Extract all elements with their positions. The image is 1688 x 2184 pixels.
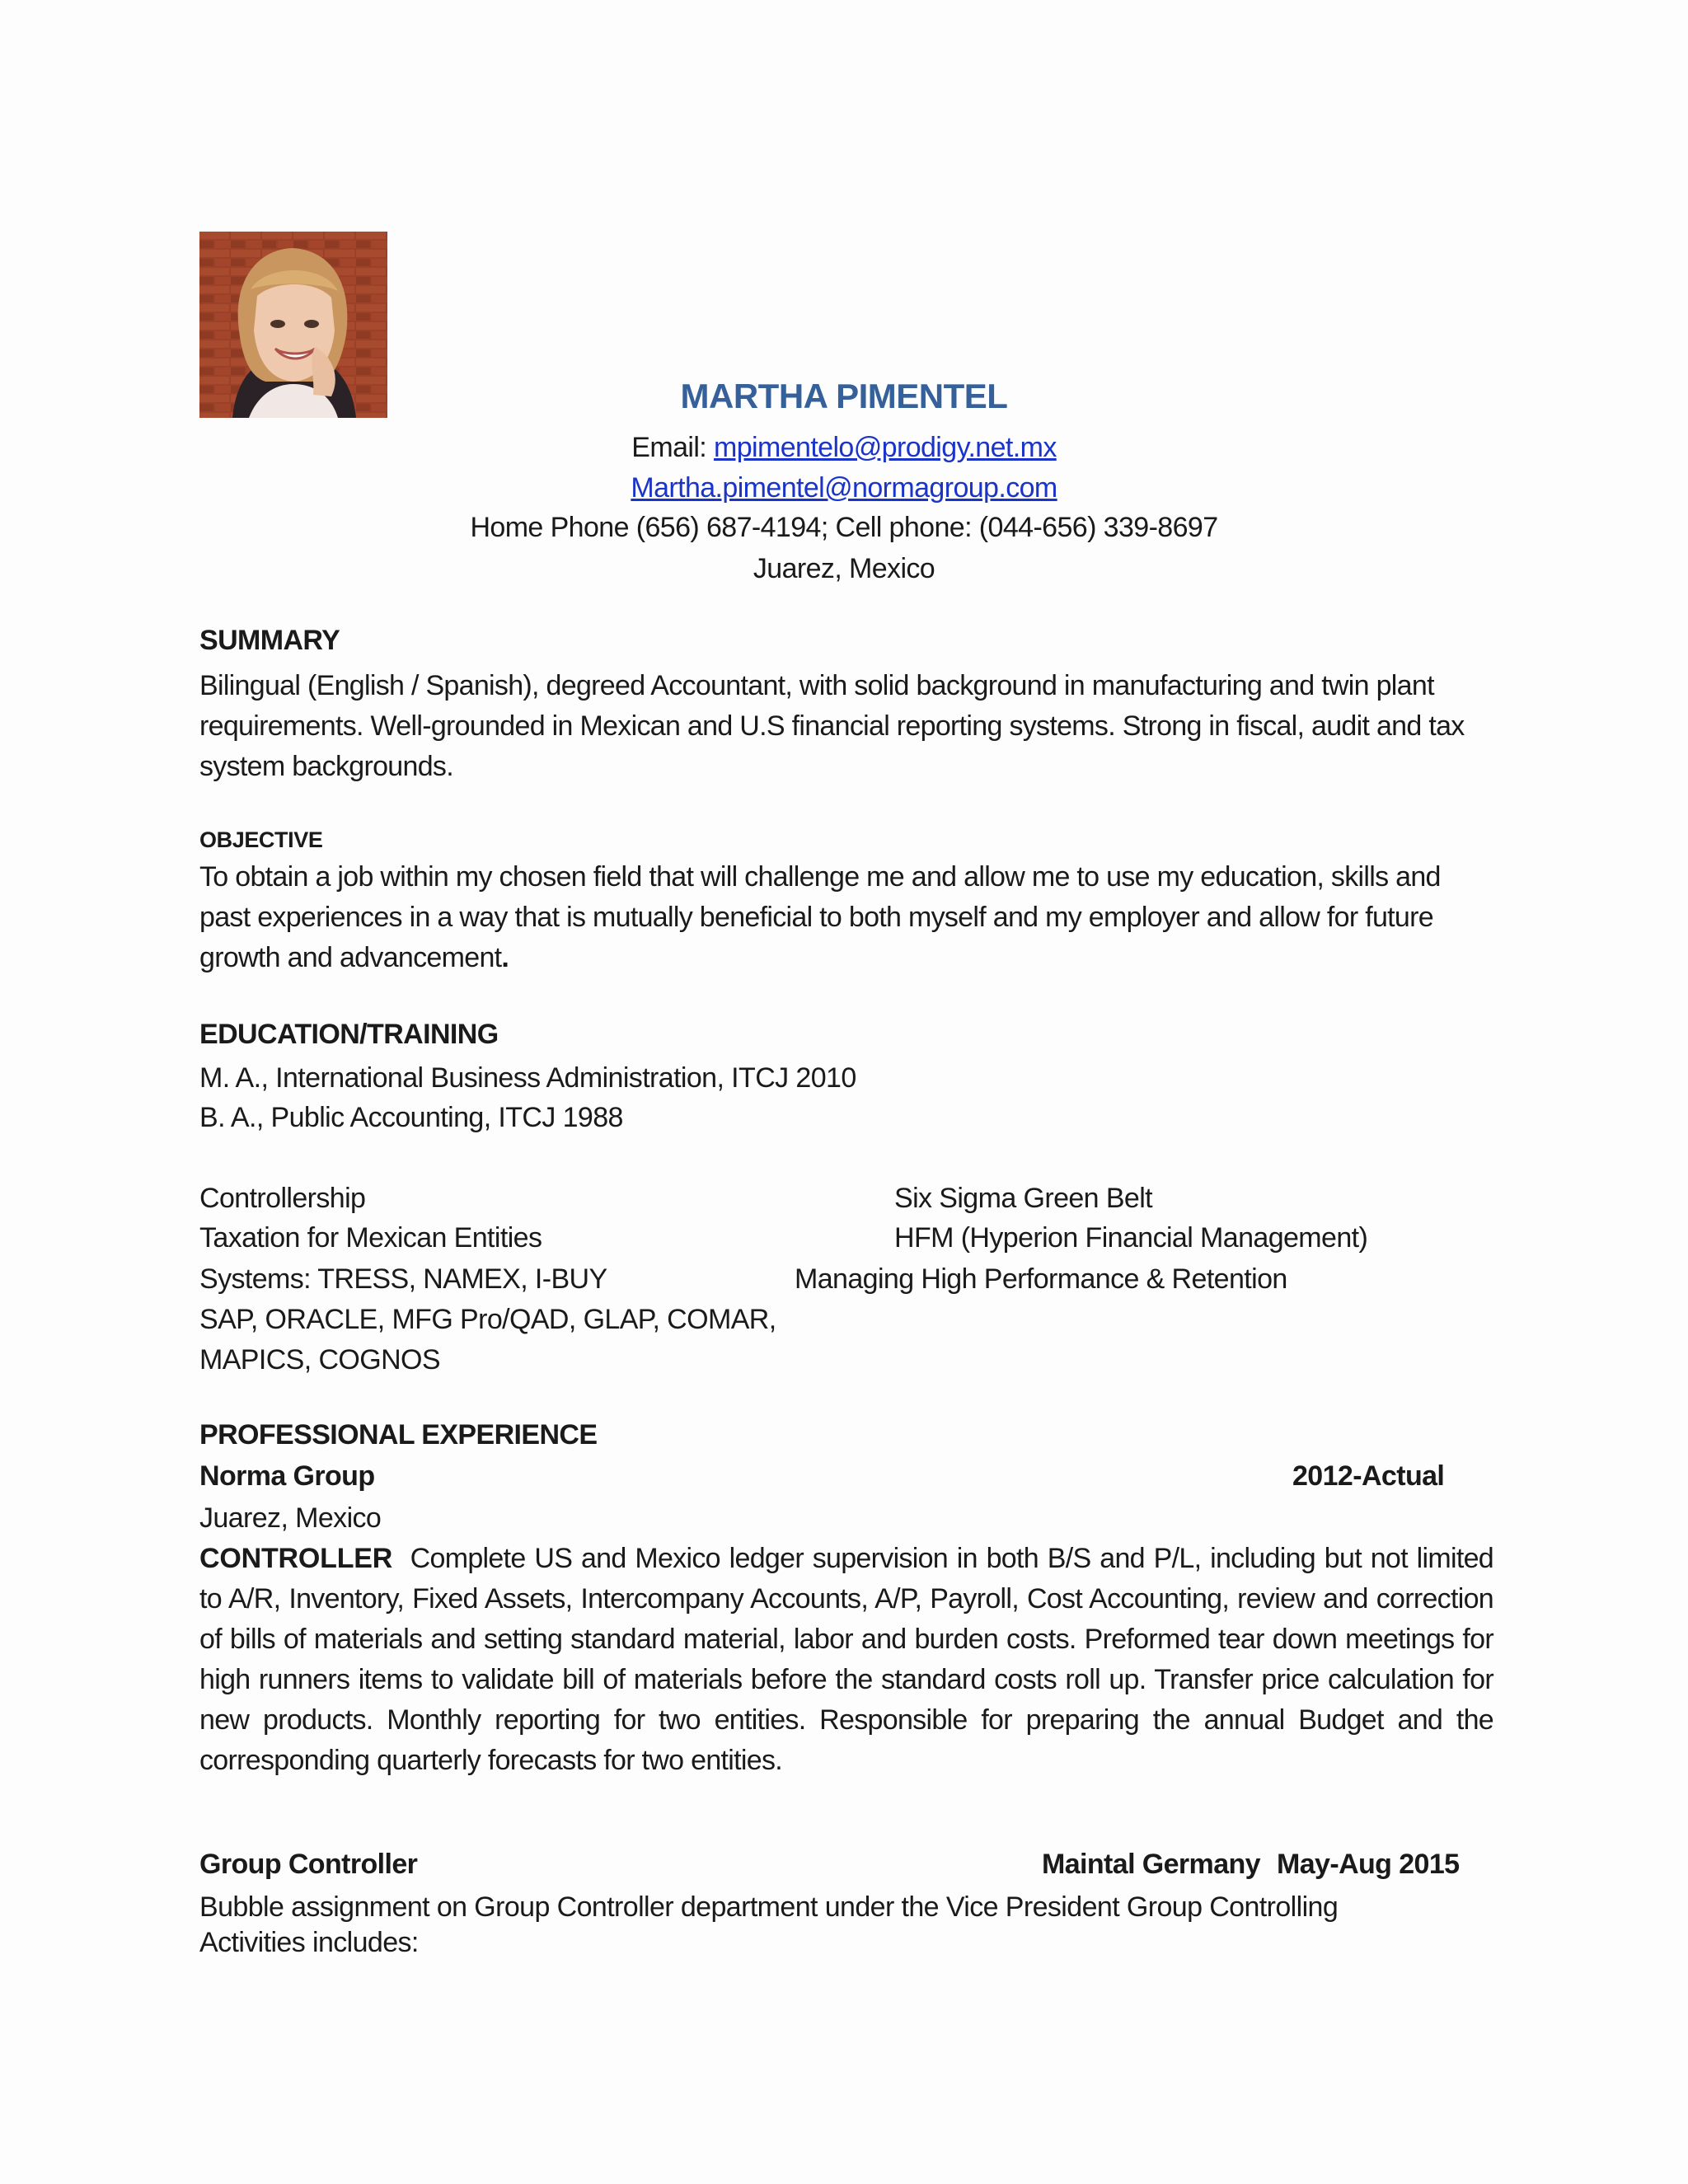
job-location: Juarez, Mexico [199,1502,382,1534]
training-item: SAP, ORACLE, MFG Pro/QAD, GLAP, COMAR, [199,1304,776,1335]
job-company: Norma Group [199,1460,375,1492]
training-item: Six Sigma Green Belt [894,1183,1153,1214]
training-item: HFM (Hyperion Financial Management) [894,1222,1368,1254]
summary-heading: SUMMARY [199,625,340,656]
location-line: Juarez, Mexico [753,553,935,584]
email-link-primary[interactable]: mpimentelo@prodigy.net.mx [714,432,1057,463]
email-line [0,428,1688,468]
training-item: MAPICS, COGNOS [199,1344,440,1376]
objective-end-mark: . [501,942,509,973]
objective-heading: OBJECTIVE [199,827,323,852]
job-period: 2012-Actual [1292,1460,1445,1492]
email-line-secondary [0,468,1688,509]
email-link-secondary[interactable]: Martha.pimentel@normagroup.com [631,472,1057,504]
education-heading: EDUCATION/TRAINING [199,1019,499,1050]
training-item: Controllership [199,1183,366,1214]
training-item: Managing High Performance & Retention [795,1263,1287,1295]
job-period: May-Aug 2015 [1277,1849,1460,1880]
summary-text: Bilingual (English / Spanish), degreed Accountant, with solid background in manufacturing and twin plant requirements. Well-grounded in Mexican and U.S financial reporting systems. Strong in fiscal, audit and tax system backgrounds. [199,670,1465,782]
job-title: CONTROLLER [199,1543,393,1574]
degree-item: M. A., International Business Administration, ITCJ 2010 [199,1062,856,1094]
objective-text [199,857,1493,978]
degree-item: B. A., Public Accounting, ITCJ 1988 [199,1102,623,1133]
experience-heading: PROFESSIONAL EXPERIENCE [199,1419,598,1451]
email-label: Email: [631,432,707,463]
objective-body: To obtain a job within my chosen field that will challenge me and allow me to use my education, skills and past experiences in a way that is mutually beneficial to both myself and my employer and allow for future growth and advancement [199,861,1441,973]
job-title: Group Controller [199,1849,418,1880]
job-description [199,1539,1493,1781]
job-description-line: Bubble assignment on Group Controller department under the Vice President Group Controlling [199,1891,1339,1923]
job-description-line: Activities includes: [199,1927,419,1958]
job-location: Maintal Germany [1042,1849,1260,1880]
training-item: Systems: TRESS, NAMEX, I-BUY [199,1263,607,1295]
job-description-text: Complete US and Mexico ledger supervision in both B/S and P/L, including but not limited to A/R, Inventory, Fixed Assets, Intercompany Accounts, A/P, Payroll, Cost Accounting, review and correction of bills of materials and setting standard material, labor and burden costs. Preformed tear down meetings for high runners items to validate bill of materials before the standard costs roll up. Transfer price calculation for new products. Monthly reporting for two entities. Responsible for preparing the annual Budget and the corresponding quarterly forecasts for two entities. [199,1543,1493,1776]
training-item: Taxation for Mexican Entities [199,1222,542,1254]
candidate-name: MARTHA PIMENTEL [680,377,1008,415]
phone-line: Home Phone (656) 687-4194; Cell phone: (044-656) 339-8697 [470,512,1218,543]
